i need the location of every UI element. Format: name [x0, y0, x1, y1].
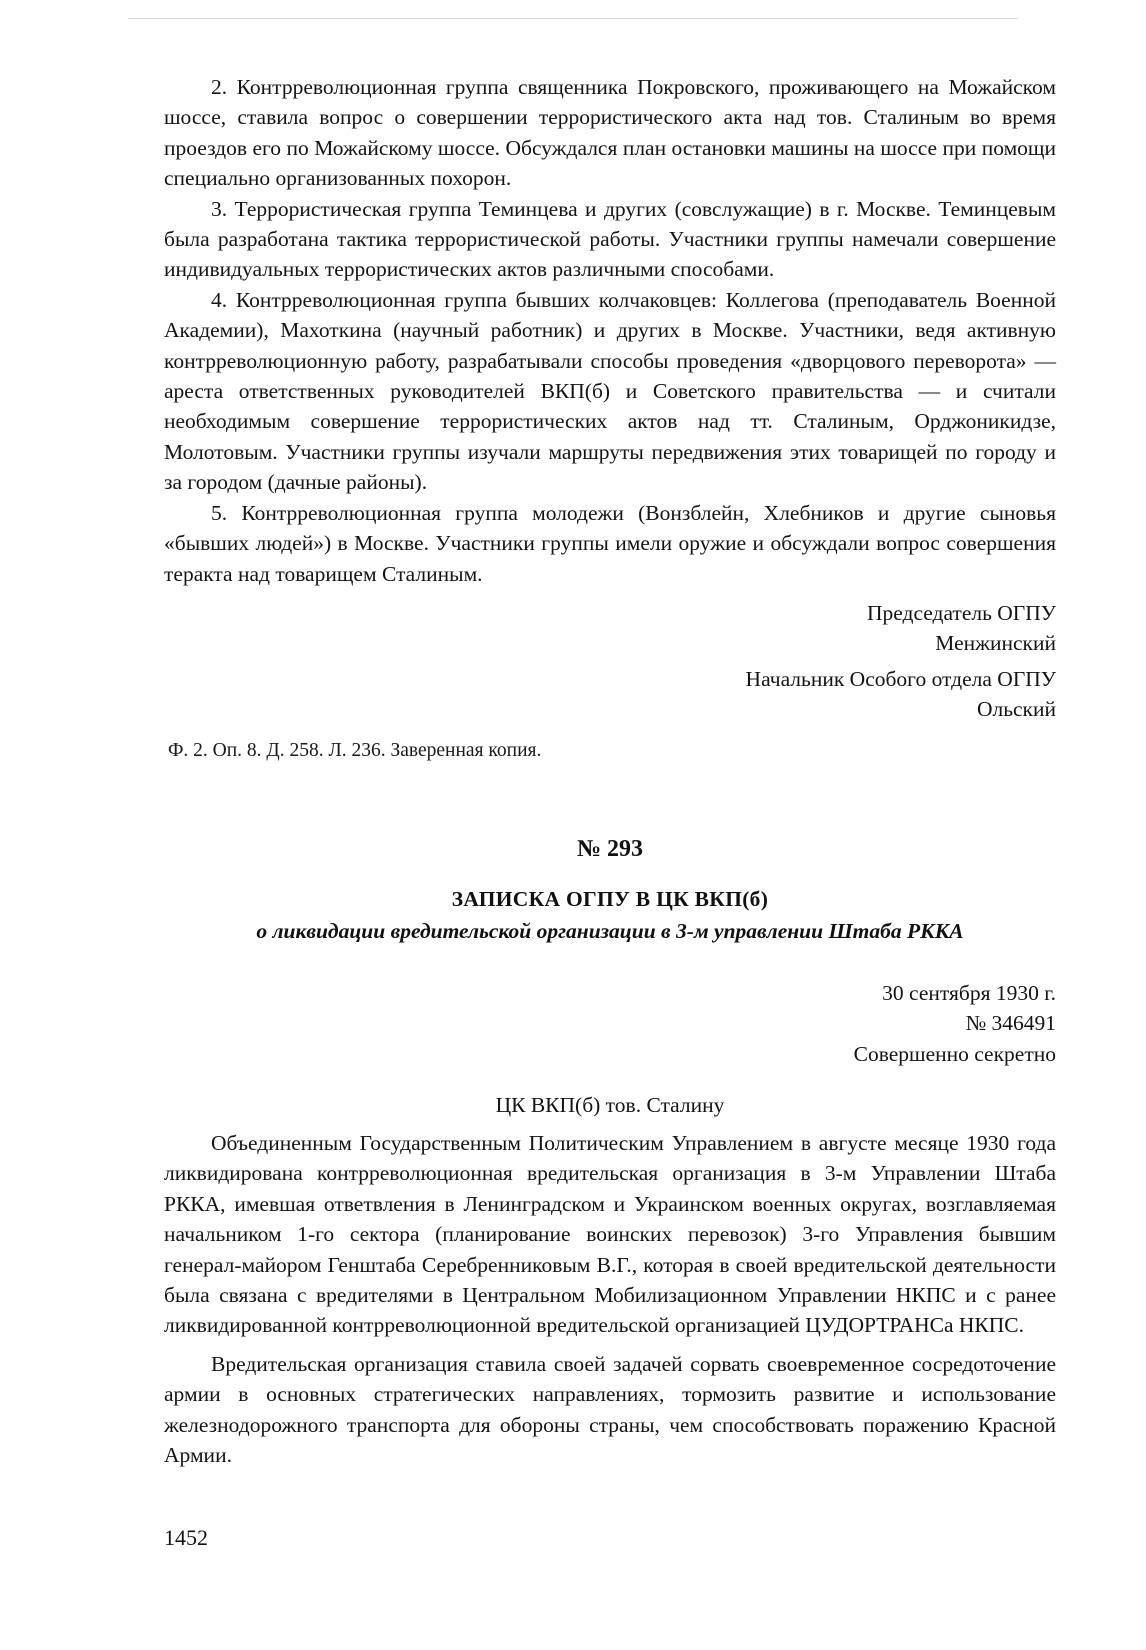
top-text-block [164, 72, 1056, 589]
bottom-text-block [164, 1128, 1056, 1470]
paragraph-3: 3. Террористическая группа Теминцева и других (совслужащие) в г. Москве. Теминцевым была разработана тактика террористической работы. Участники группы намечали совершение индивидуальных террористических актов различными способами. [164, 196, 1056, 282]
paragraph-4: 4. Контрреволюционная группа бывших колчаковцев: Коллегова (преподаватель Военной Академии), Махоткина (научный работник) и других в Москве. Участники, ведя активную контрреволюционную работу, разрабатывали способы проведения «дворцового переворота» — ареста ответственных руководителей ВКП(б) и Советского правительства — и считали необходимым совершение террористических актов над тт. Сталиным, Орджоникидзе, Молотовым. Участники группы изучали маршруты передвижения этих товарищей по городу и за городом (дачные районы). [164, 287, 1056, 495]
signature-name-1: Менжинский [935, 631, 1056, 656]
registration-number: № 346491 [965, 1011, 1056, 1036]
signature-name-2: Ольский [976, 697, 1056, 722]
signature-title-2: Начальник Особого отдела ОГПУ [745, 666, 1056, 691]
document-meta [164, 978, 1056, 1069]
paragraph-2: 2. Контрреволюционная группа священника Покровского, проживающего на Можайском шоссе, ставила вопрос о совершении террористического акта над тов. Сталиным во время проездов его по Можайскому шоссе. Обсуждался план остановки машины на шоссе при помощи специально организованных похорон. [164, 75, 1056, 191]
document-date: 30 сентября 1930 г. [882, 981, 1056, 1005]
addressee-block [164, 1090, 1056, 1120]
signature-block [164, 598, 1056, 725]
page-top-rule [128, 18, 1018, 19]
addressee: ЦК ВКП(б) тов. Сталину [495, 1093, 725, 1117]
signature-title-1: Председатель ОГПУ [866, 601, 1056, 625]
archive-reference: Ф. 2. Оп. 8. Д. 258. Л. 236. Заверенная копия. [168, 740, 542, 761]
paragraph-main-2: Вредительская организация ставила своей задачей сорвать своевременное сосредоточение армии в основных стратегических направлениях, тормозить развитие и использование железнодорожного транспорта для обороны страны, чем способствовать поражению Красной Армии. [164, 1351, 1056, 1468]
paragraph-main-1: Объединенным Государственным Политическим Управлением в августе месяце 1930 года ликвидирована контрреволюционная вредительская организация в 3-м Управлении Штаба РККА, имевшая ответвления в Ленинградском и Украинском военных округах, возглавляемая начальником 1-го сектора (планирование воинских перевозок) 3-го Управления бывшим генерал-майором Генштаба Серебренниковым В.Г., которая в своей вредительской деятельности была связана с вредителями в Центральном Мобилизационном Управлении НКПС и с ранее ликвидированной контрреволюционной вредительской организацией ЦУДОРТРАНСа НКПС. [164, 1131, 1056, 1338]
classification-mark: Совершенно секретно [853, 1041, 1056, 1066]
document-subtitle: о ликвидации вредительской организации в 3-м управлении Штаба РККА [256, 919, 964, 943]
document-number: № 293 [576, 836, 644, 862]
document-title: ЗАПИСКА ОГПУ В ЦК ВКП(б) [451, 887, 769, 911]
paragraph-5: 5. Контрреволюционная группа молодежи (Вонзблейн, Хлебников и другие сыновья «бывших людей») в Москве. Участники группы имели оружие и обсуждали вопрос совершения теракта над товарищем Сталиным. [164, 500, 1056, 586]
page-number: 1452 [164, 1525, 208, 1550]
